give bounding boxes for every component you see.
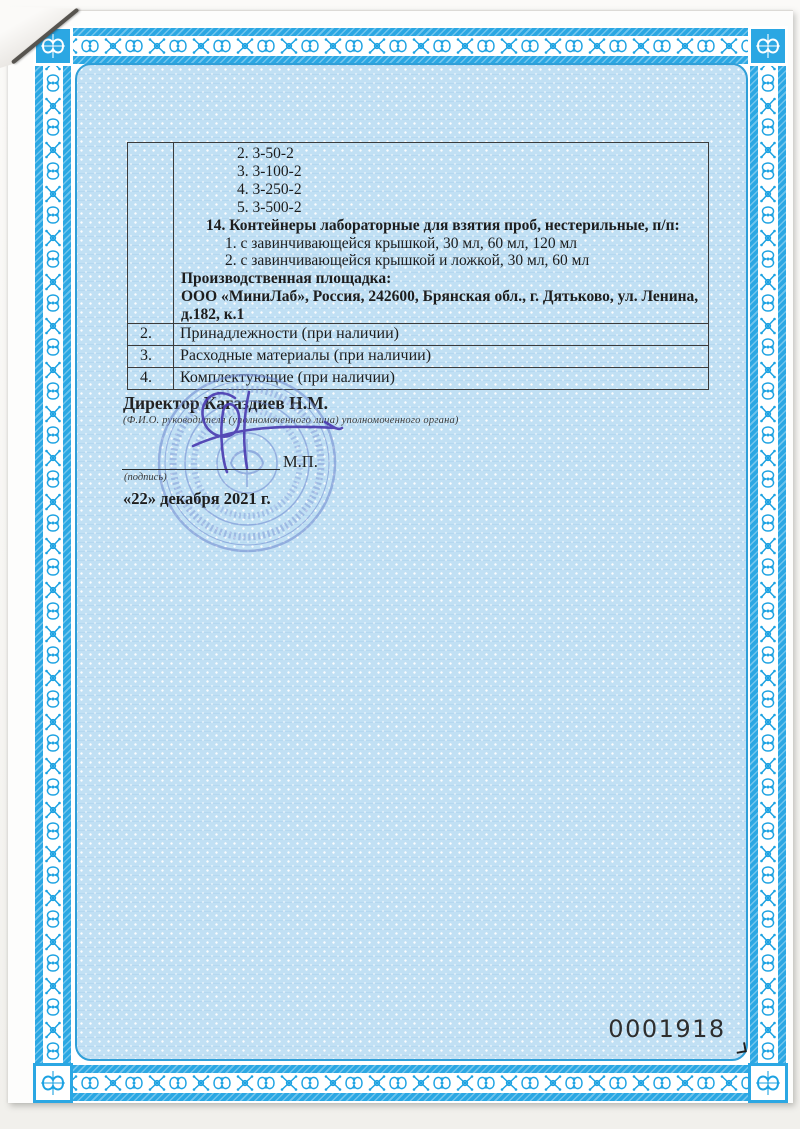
production-site-label: Производственная площадка:: [181, 270, 392, 288]
table-row: [128, 323, 708, 345]
border-ornament-strip: [758, 28, 778, 1101]
table-row: [128, 143, 708, 323]
item14-variant: 1. с завинчивающейся крышкой, 30 мл, 60 мл, 120 мл: [225, 234, 577, 252]
item14-variant: 2. с завинчивающейся крышкой и ложкой, 30 мл, 60 мл: [225, 252, 590, 270]
production-site-address: д.182, к.1: [181, 306, 245, 324]
size-variant: 4. 3-250-2: [237, 180, 302, 198]
certificate-inner-panel: [75, 63, 748, 1061]
director-caption: (Ф.И.О. руководителя (уполномоченного лица) уполномоченного органа): [123, 415, 459, 426]
border-corner-ornament: [748, 26, 788, 66]
border-ornament-strip: [35, 1073, 786, 1093]
border-corner-ornament: [33, 1063, 73, 1103]
size-variant: 3. 3-100-2: [237, 162, 302, 180]
table-row-number: 4.: [128, 368, 174, 389]
table-row-number: 2.: [128, 324, 174, 345]
signature-caption: (подпись): [124, 472, 167, 483]
border-band-top: [35, 28, 786, 64]
size-variant: 2. 3-50-2: [237, 145, 294, 162]
director-name-line: Директор Кагаздиев Н.М.: [123, 393, 328, 413]
table-row-text: Комплектующие (при наличии): [180, 369, 395, 386]
table-row: [128, 345, 708, 367]
border-band-bottom: [35, 1065, 786, 1101]
item14-title: 14. Контейнеры лабораторные для взятия проб, нестерильные, п/п:: [206, 216, 680, 234]
table-row-text: Расходные материалы (при наличии): [180, 347, 432, 364]
item14-cell: [174, 143, 708, 323]
items-table: [127, 142, 709, 390]
border-ornament-strip: [35, 36, 786, 56]
issue-date: «22» декабря 2021 г.: [123, 489, 271, 508]
serial-number: 0001918: [608, 1015, 726, 1043]
certificate-paper: [8, 10, 793, 1103]
table-row-number: [128, 143, 174, 323]
border-band-right: [750, 28, 786, 1101]
guilloche-border-frame: [33, 26, 788, 1103]
border-corner-ornament: [748, 1063, 788, 1103]
border-ornament-strip: [43, 28, 63, 1101]
print-corner-mark: [735, 1042, 747, 1054]
handwritten-signature: [173, 384, 353, 499]
table-row-text: Принадлежности (при наличии): [180, 325, 399, 342]
size-variant: 5. 3-500-2: [237, 198, 302, 216]
border-band-left: [35, 28, 71, 1101]
production-site-address: ООО «МиниЛаб», Россия, 242600, Брянская обл., г. Дятьково, ул. Ленина,: [181, 288, 699, 306]
signature-line: [122, 453, 280, 470]
seal-place-abbr: М.П.: [283, 452, 318, 471]
table-row-number: 3.: [128, 346, 174, 367]
